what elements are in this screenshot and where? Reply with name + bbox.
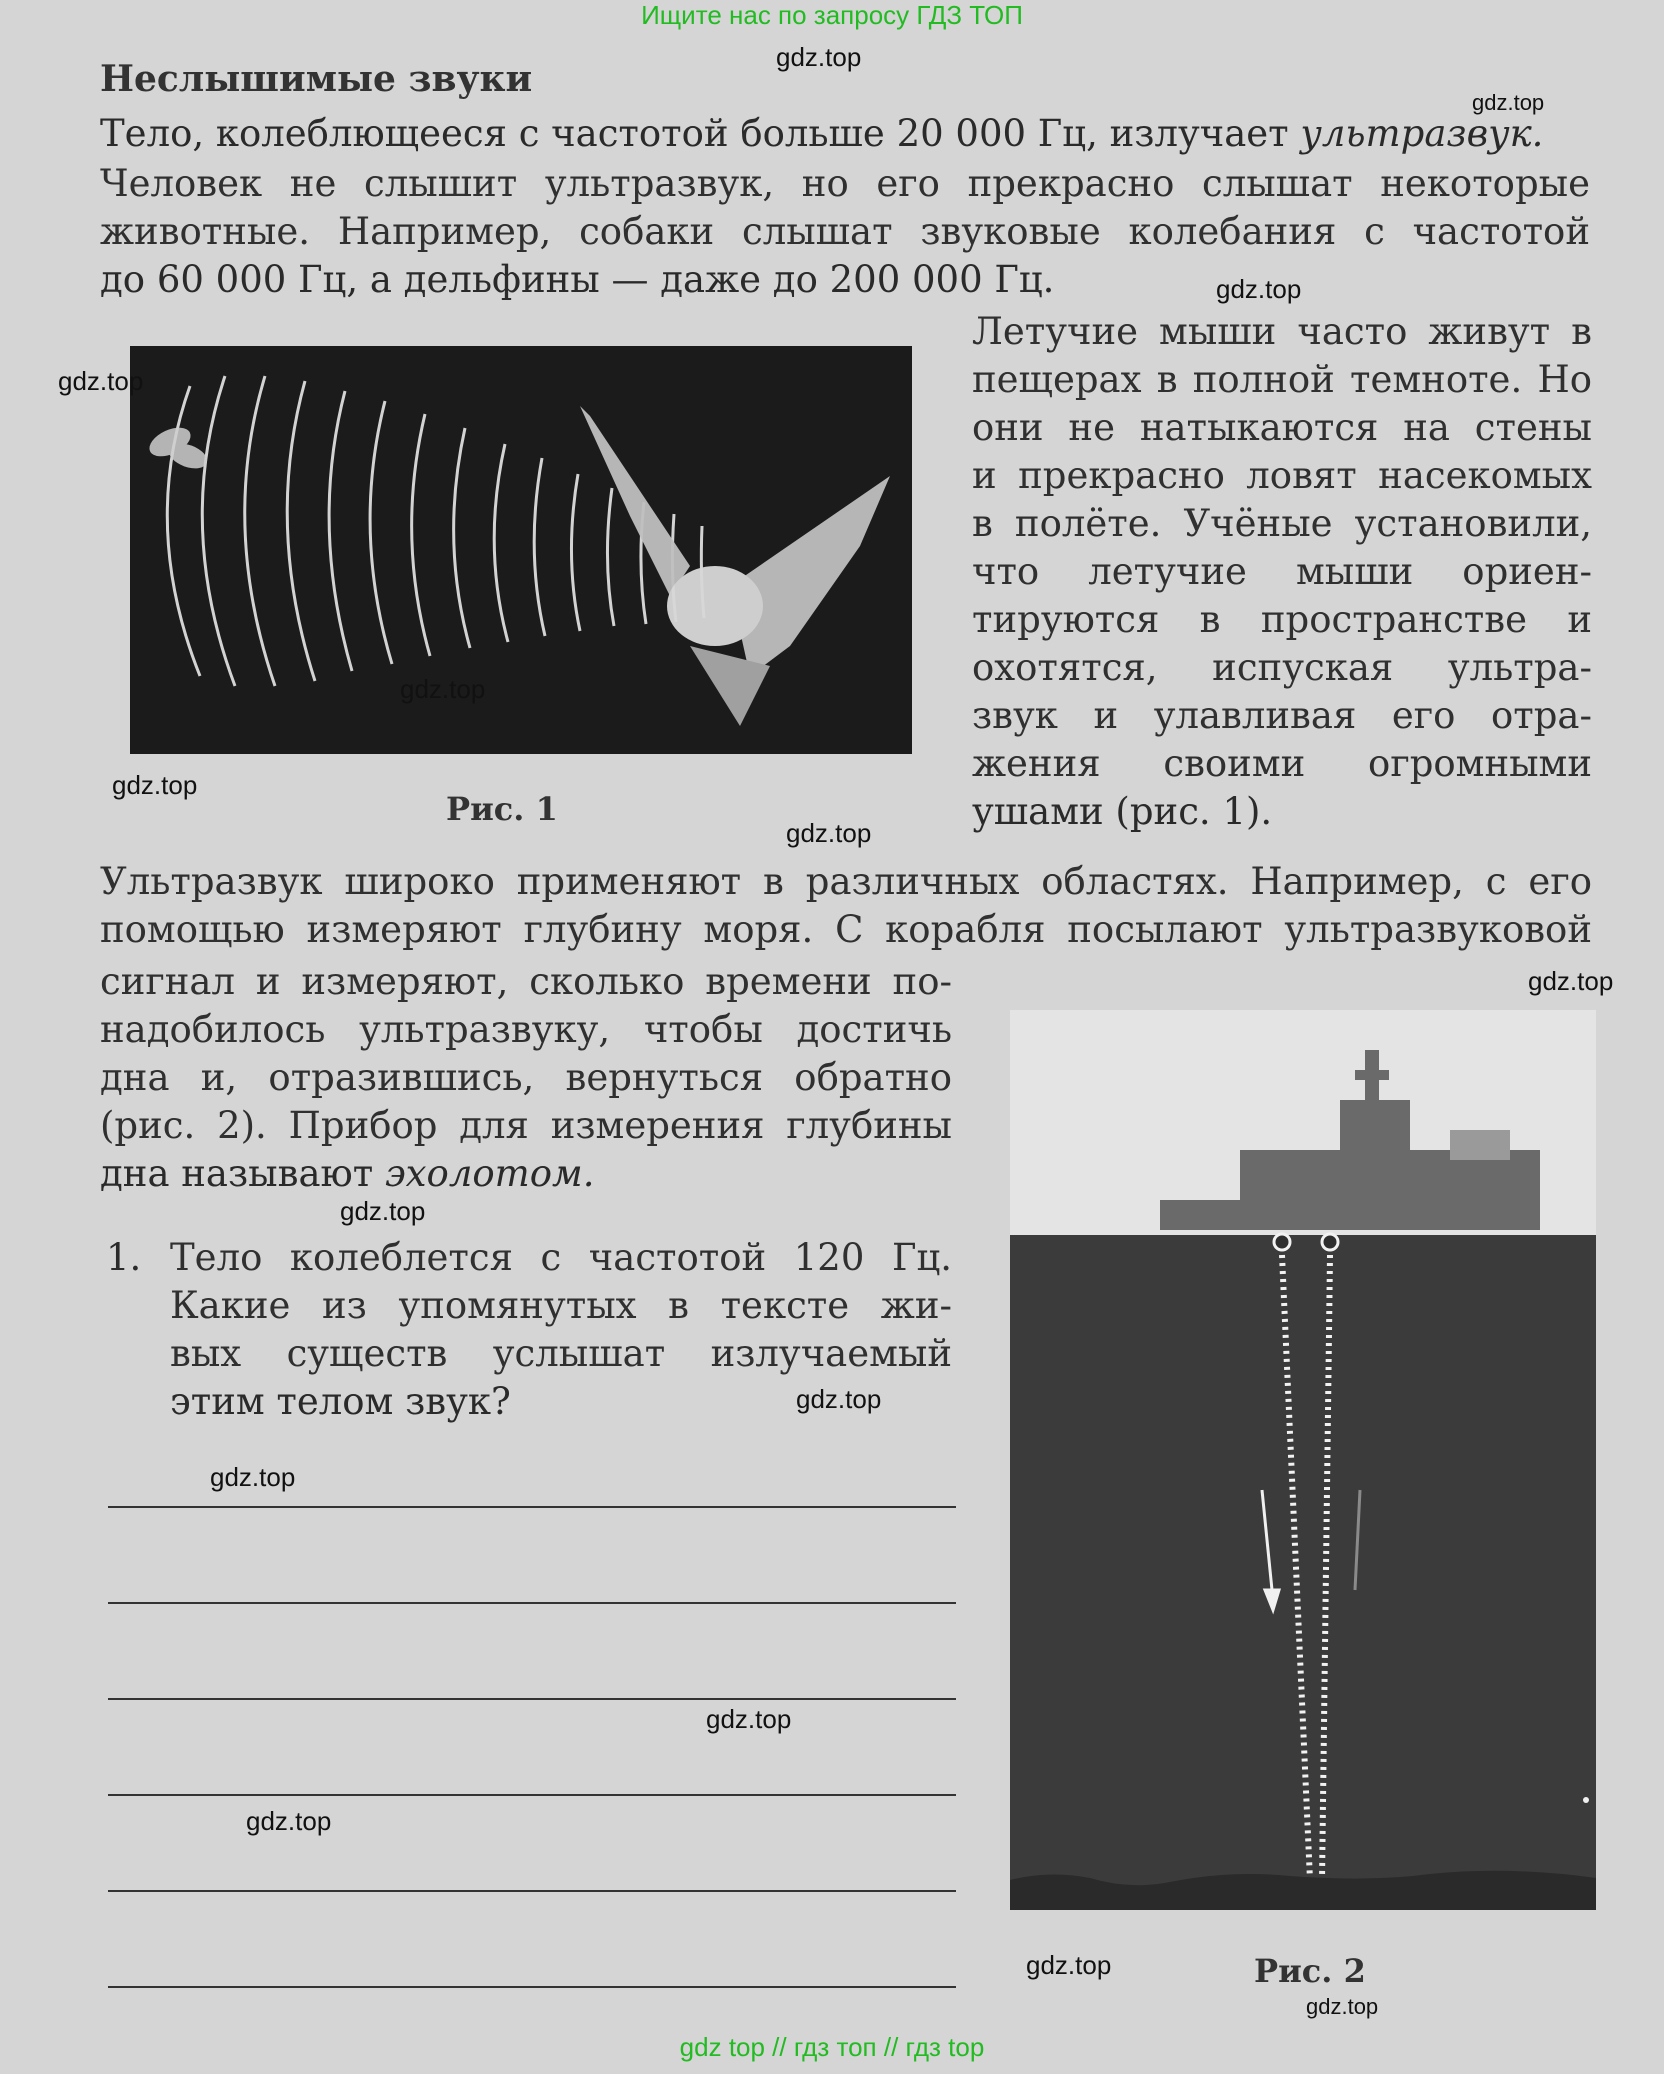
watermark: gdz.top — [1026, 1950, 1112, 1980]
watermark: gdz.top — [796, 1384, 882, 1414]
term-ultrasound: ультразвук. — [1300, 112, 1544, 155]
term-echo-sounder: эхолотом. — [384, 1152, 595, 1195]
question-line: вых существ услышат излучаемый — [170, 1332, 952, 1375]
uses-line: дна и, отразившись, вернуться обратно — [100, 1056, 952, 1099]
uses-line: надобилось ультразвуку, чтобы достичь — [100, 1008, 952, 1051]
watermark: gdz.top — [786, 818, 872, 848]
watermark: gdz.top — [210, 1462, 296, 1492]
uses-line: помощью измеряют глубину моря. С корабля посылают ультразвуковой — [100, 908, 1592, 951]
watermark: gdz.top — [112, 770, 198, 800]
bats-line: они не натыкаются на стены — [972, 406, 1592, 449]
intro-line-3: животные. Например, собаки слышат звуковые колебания с частотой — [100, 210, 1590, 253]
uses-line: Ультразвук широко применяют в различных областях. Например, с его — [100, 860, 1592, 903]
bats-line: охотятся, испуская ультра- — [972, 646, 1592, 689]
watermark: gdz.top — [340, 1196, 426, 1226]
watermark: gdz.top — [246, 1806, 332, 1836]
watermark: gdz.top — [58, 366, 144, 396]
bats-paragraph — [972, 308, 1592, 788]
echo-prefix: дна называют — [100, 1152, 374, 1195]
figure-2-caption: Рис. 2 — [1254, 1952, 1366, 1990]
figure-1-caption: Рис. 1 — [446, 790, 558, 828]
section-title: Неслышимые звуки — [100, 58, 533, 100]
bats-line: тируются в пространстве и — [972, 598, 1592, 641]
watermark: gdz.top — [1528, 966, 1614, 996]
watermark: gdz.top — [1306, 1994, 1379, 2019]
watermark: gdz.top — [776, 42, 862, 72]
intro-line-1 — [100, 110, 1590, 158]
uses-paragraph-narrow — [100, 958, 952, 1150]
bats-line: что летучие мыши ориен- — [972, 550, 1592, 593]
intro-line-4: до 60 000 Гц, а дельфины — даже до 200 000 Гц. — [100, 258, 1055, 301]
bats-line: в полёте. Учёные установили, — [972, 502, 1592, 545]
bottom-banner[interactable]: gdz top // гдз топ // гдз top — [679, 2032, 985, 2062]
question-text — [170, 1234, 952, 1378]
echo-sounder-line — [100, 1150, 594, 1198]
answer-line[interactable] — [108, 1890, 956, 1892]
ship-echo-sounder-illustration — [1010, 1010, 1596, 1910]
uses-line: сигнал и измеряют, сколько времени по- — [100, 960, 952, 1003]
answer-line[interactable] — [108, 1986, 956, 1988]
figure-bat-image — [130, 346, 912, 754]
question-number: 1. — [106, 1236, 142, 1279]
bats-line: звук и улавливая его отра- — [972, 694, 1592, 737]
answer-line[interactable] — [108, 1602, 956, 1604]
question-line: Какие из упомянутых в тексте жи- — [170, 1284, 952, 1327]
bats-line-last: ушами (рис. 1). — [972, 790, 1273, 833]
watermark: gdz.top — [1472, 90, 1545, 115]
intro-line-2: Человек не слышит ультразвук, но его прекрасно слышат некоторые — [100, 162, 1590, 205]
figure-ship-image — [1010, 1010, 1596, 1910]
intro-text: Тело, колеблющееся с частотой больше 20 000 Гц, излучает — [100, 112, 1289, 155]
top-banner[interactable]: Ищите нас по запросу ГДЗ ТОП — [641, 0, 1023, 30]
intro-paragraph — [100, 160, 1590, 256]
bats-line: и прекрасно ловят насекомых — [972, 454, 1592, 497]
answer-line[interactable] — [108, 1698, 956, 1700]
uses-line: (рис. 2). Прибор для измерения глубины — [100, 1104, 952, 1147]
bats-line: Летучие мыши часто живут в — [972, 310, 1592, 353]
uses-paragraph-full — [100, 858, 1592, 954]
bat-echolocation-illustration — [130, 346, 912, 754]
answer-line[interactable] — [108, 1794, 956, 1796]
bats-line: пещерах в полной темноте. Но — [972, 358, 1592, 401]
watermark: gdz.top — [1216, 274, 1302, 304]
question-line: Тело колеблется с частотой 120 Гц. — [170, 1236, 952, 1279]
watermark: gdz.top — [706, 1704, 792, 1734]
answer-line[interactable] — [108, 1506, 956, 1508]
watermark: gdz.top — [400, 674, 486, 704]
question-line-last: этим телом звук? — [170, 1380, 511, 1423]
bats-line: жения своими огромными — [972, 742, 1592, 785]
